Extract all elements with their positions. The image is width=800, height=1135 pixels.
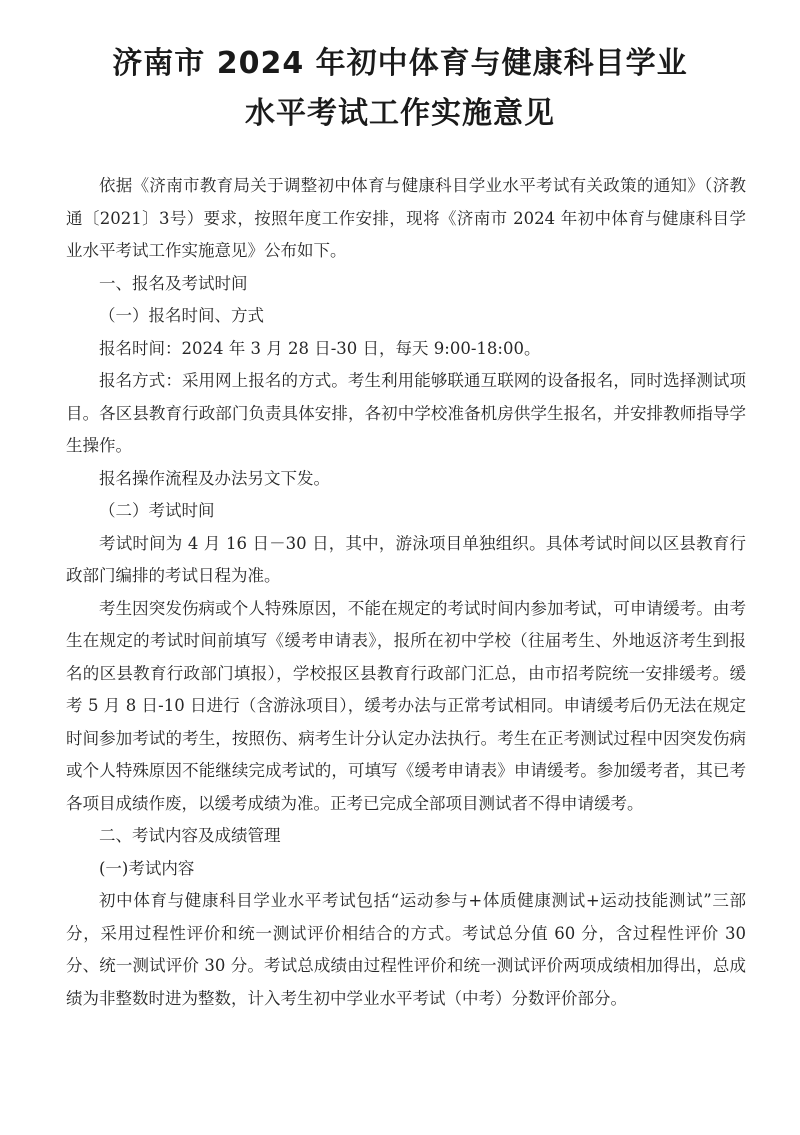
- document-body: [66, 170, 746, 1015]
- exam-time-paragraph: 考试时间为 4 月 16 日－30 日，其中，游泳项目单独组织。具体考试时间以区县教育行政部门编排的考试日程为准。: [66, 533, 746, 585]
- intro-paragraph: 依据《济南市教育局关于调整初中体育与健康科目学业水平考试有关政策的通知》（济教通〔2021〕3号）要求，按照年度工作安排，现将《济南市 2024 年初中体育与健康科目学业水平考试工作实施意见》公布如下。: [66, 176, 746, 260]
- subsection-heading-1-2: （二）考试时间: [99, 501, 215, 520]
- registration-time-paragraph: 报名时间：2024 年 3 月 28 日-30 日，每天 9:00-18:00。: [99, 338, 541, 358]
- document-title-line-2: 水平考试工作实施意见: [245, 96, 555, 131]
- document-title-line-1: 济南市 2024 年初中体育与健康科目学业: [112, 46, 688, 81]
- subsection-heading-2-1: (一)考试内容: [99, 858, 195, 878]
- registration-process-paragraph: 报名操作流程及办法另文下发。: [99, 468, 330, 488]
- subsection-heading-1-1: （一）报名时间、方式: [99, 306, 264, 325]
- registration-method-paragraph: 报名方式：采用网上报名的方式。考生利用能够联通互联网的设备报名，同时选择测试项目。各区县教育行政部门负责具体安排，各初中学校准备机房供学生报名，并安排教师指导学生操作。: [66, 371, 746, 455]
- exam-content-paragraph: 初中体育与健康科目学业水平考试包括“运动参与+体质健康测试+运动技能测试”三部分，采用过程性评价和统一测试评价相结合的方式。考试总分值 60 分，含过程性评价 30 分、统一测试评价 30 分。考试总成绩由过程性评价和统一测试评价两项成绩相加得出，总成绩为非整数时进为整数，计入考生初中学业水平考试（中考）分数评价部分。: [66, 891, 746, 1008]
- deferral-paragraph: 考生因突发伤病或个人特殊原因，不能在规定的考试时间内参加考试，可申请缓考。由考生在规定的考试时间前填写《缓考申请表》，报所在初中学校（往届考生、外地返济考生到报名的区县教育行政部门填报），学校报区县教育行政部门汇总，由市招考院统一安排缓考。缓考 5 月 8 日-10 日进行（含游泳项目），缓考办法与正常考试相同。申请缓考后仍无法在规定时间参加考试的考生，按照伤、病考生计分认定办法执行。考生在正考测试过程中因突发伤病或个人特殊原因不能继续完成考试的，可填写《缓考申请表》申请缓考。参加缓考者，其已考各项目成绩作废，以缓考成绩为准。正考已完成全部项目测试者不得申请缓考。: [66, 598, 746, 813]
- section-heading-1: 一、报名及考试时间: [99, 273, 248, 293]
- section-heading-2: 二、考试内容及成绩管理: [99, 826, 281, 845]
